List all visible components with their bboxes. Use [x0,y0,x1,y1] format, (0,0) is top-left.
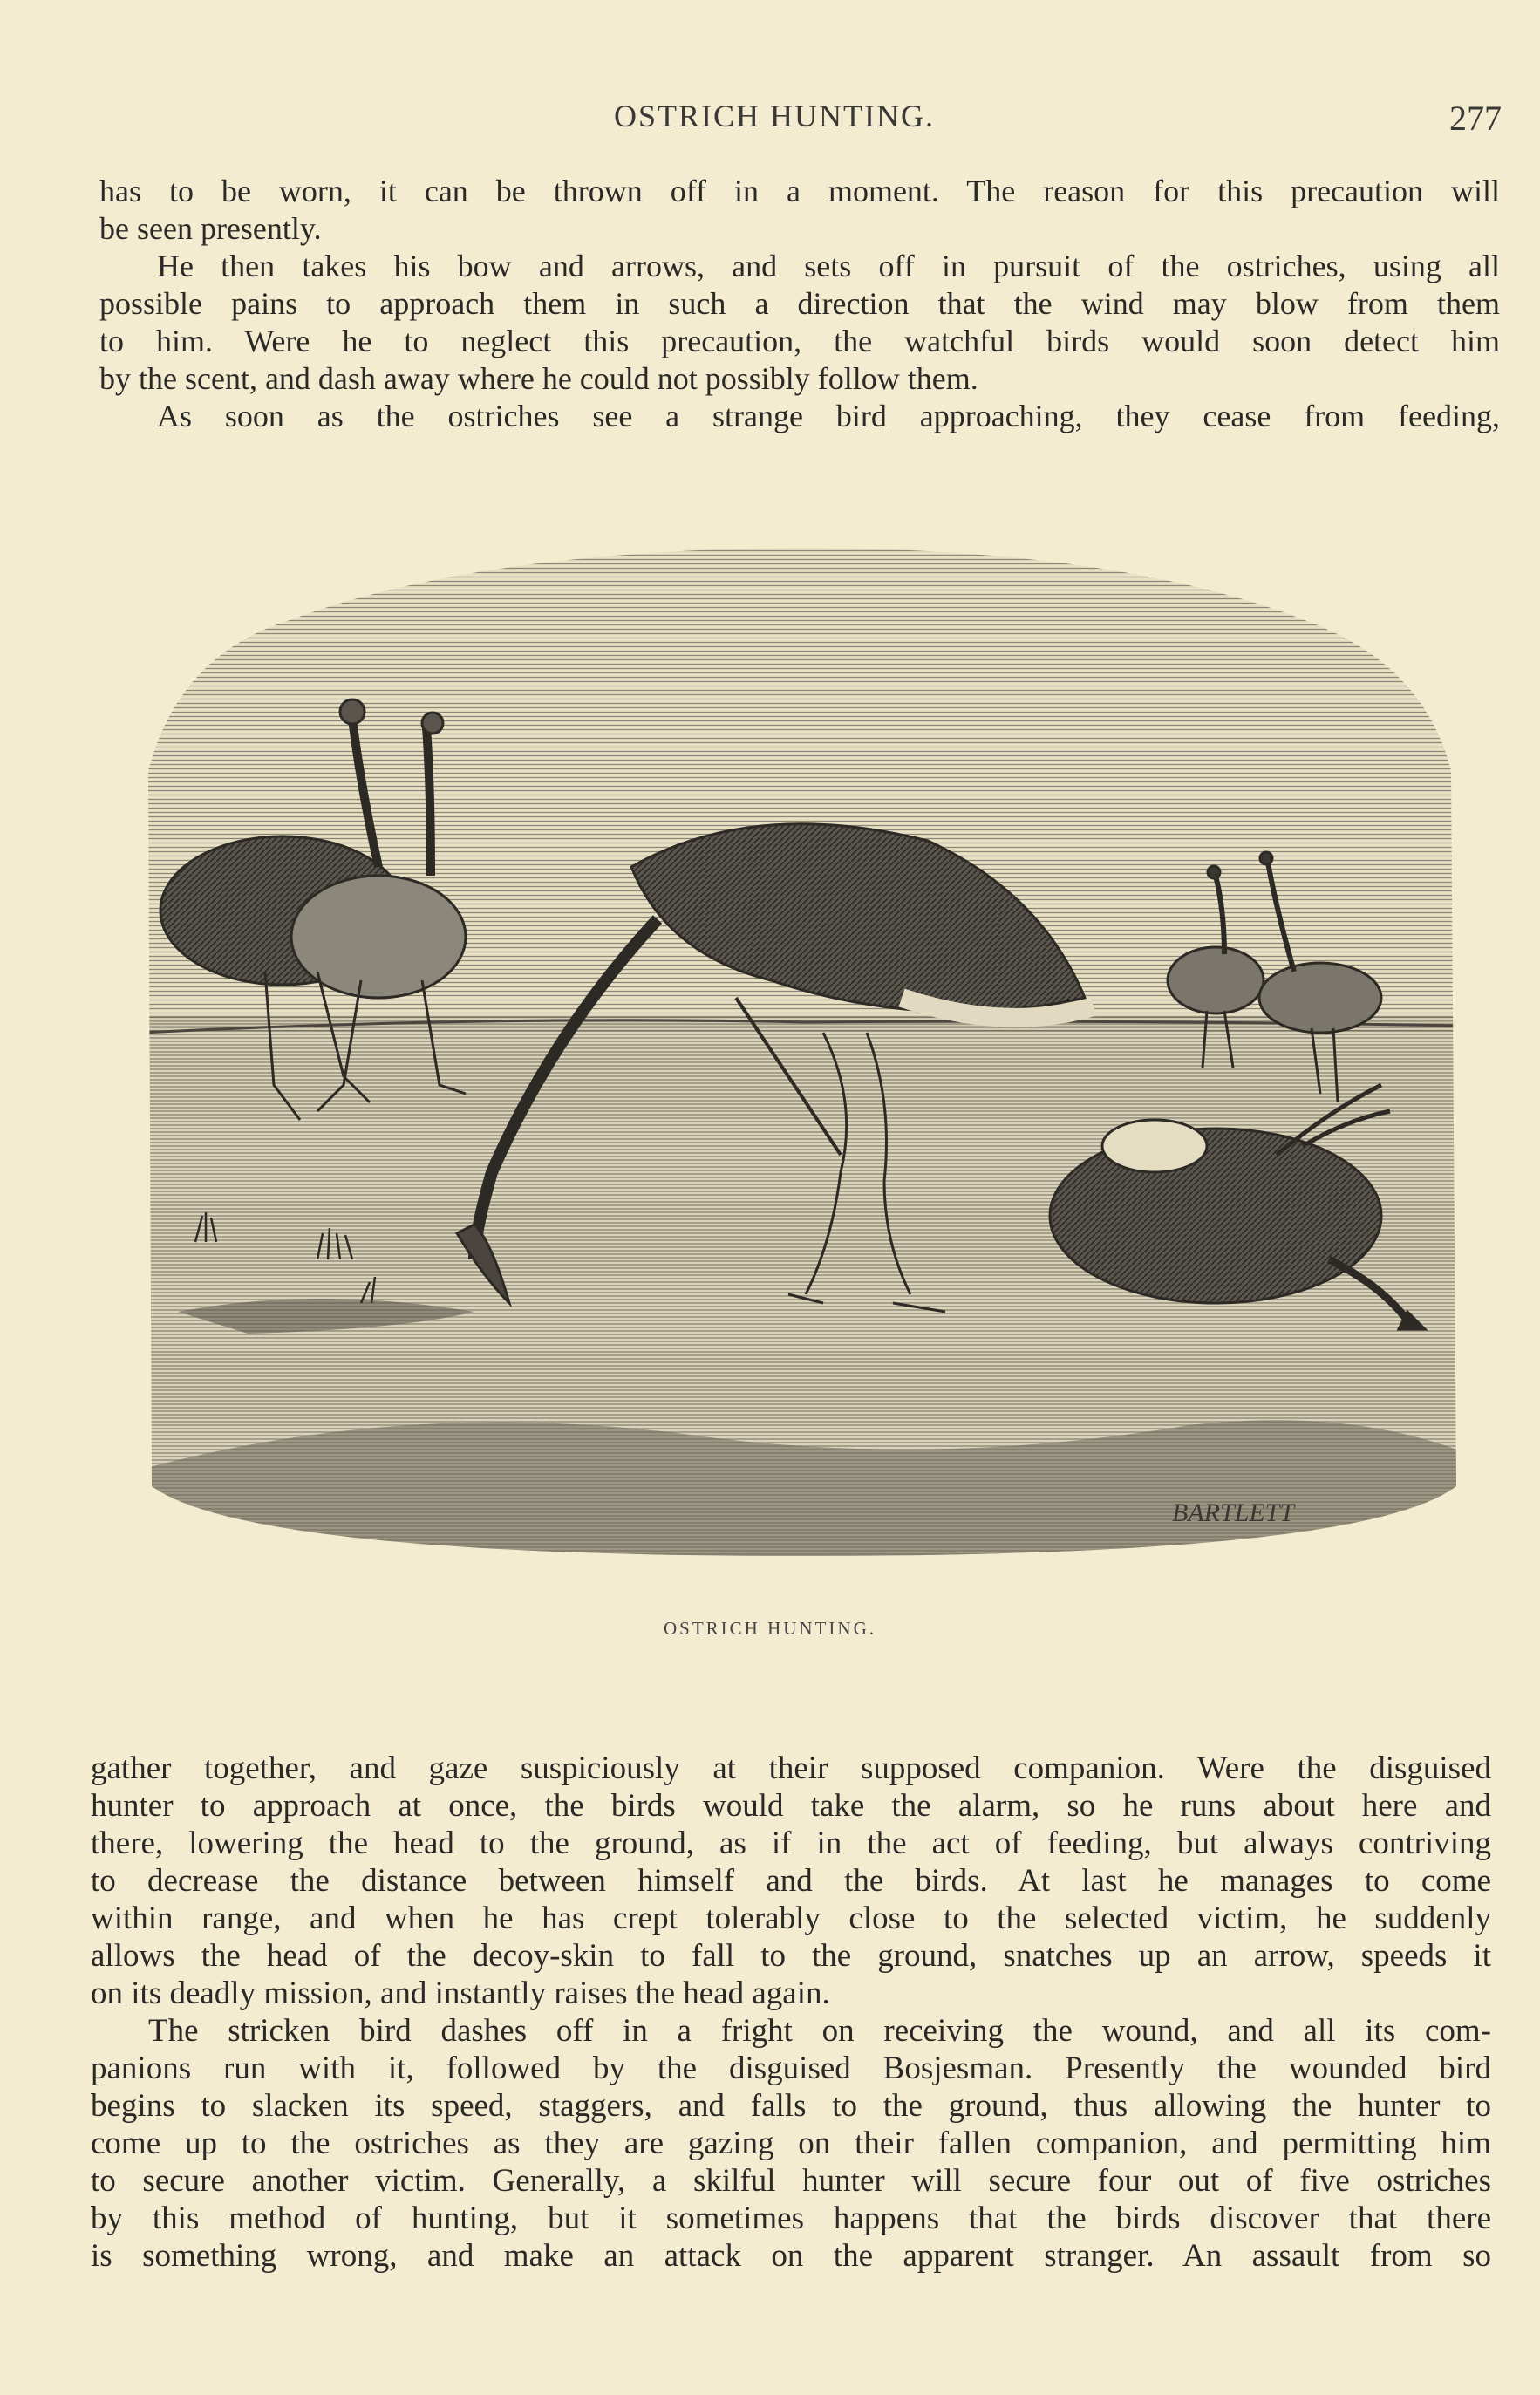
text-line: by the scent, and dash away where he could not possibly follow them. [99,361,978,396]
body-text-top [99,173,1500,435]
text-line: As soon as the ostriches see a strange bird approaching, they cease from feeding, [157,399,1500,433]
text-line: The stricken bird dashes off in a fright on receiving the wound, and all its com- [148,2013,1491,2049]
running-head [0,98,1540,141]
text-line: to him. Were he to neglect this precaution, the watchful birds would soon detect him [99,324,1500,358]
page-number: 277 [1449,99,1502,138]
text-line: has to be worn, it can be thrown off in a moment. The reason for this precaution will [99,174,1500,208]
running-title: OSTRICH HUNTING. [614,99,935,133]
text-line: begins to slacken its speed, staggers, and falls to the ground, thus allowing the hunter to [91,2088,1491,2124]
ostrich-hunting-engraving [143,544,1462,1591]
engraver-signature: BARTLETT [1172,1498,1295,1527]
text-line: be seen presently. [99,211,322,246]
body-text-bottom [91,1750,1491,2275]
text-line: gather together, and gaze suspiciously at their supposed companion. Were the disguised [91,1750,1491,1786]
text-line: panions run with it, followed by the disguised Bosjesman. Presently the wounded bird [91,2050,1491,2086]
text-line: within range, and when he has crept tolerably close to the selected victim, he suddenly [91,1900,1491,1936]
text-line: to decrease the distance between himself and the birds. At last he manages to come [91,1863,1491,1899]
text-line: to secure another victim. Generally, a skilful hunter will secure four out of five ostriches [91,2163,1491,2199]
text-line: allows the head of the decoy-skin to fall to the ground, snatches up an arrow, speeds it [91,1938,1491,1974]
text-line: He then takes his bow and arrows, and sets off in pursuit of the ostriches, using all [157,249,1500,283]
text-line: on its deadly mission, and instantly raises the head again. [91,1975,830,2011]
illustration-caption: OSTRICH HUNTING. [664,1618,876,1639]
text-line: is something wrong, and make an attack on the apparent stranger. An assault from so [91,2238,1491,2274]
text-line: hunter to approach at once, the birds would take the alarm, so he runs about here and [91,1788,1491,1824]
text-line: by this method of hunting, but it sometimes happens that the birds discover that there [91,2201,1491,2236]
text-line: there, lowering the head to the ground, as if in the act of feeding, but always contriving [91,1825,1491,1861]
text-line: possible pains to approach them in such a direction that the wind may blow from them [99,286,1500,321]
text-line: come up to the ostriches as they are gazing on their fallen companion, and permitting him [91,2125,1491,2161]
